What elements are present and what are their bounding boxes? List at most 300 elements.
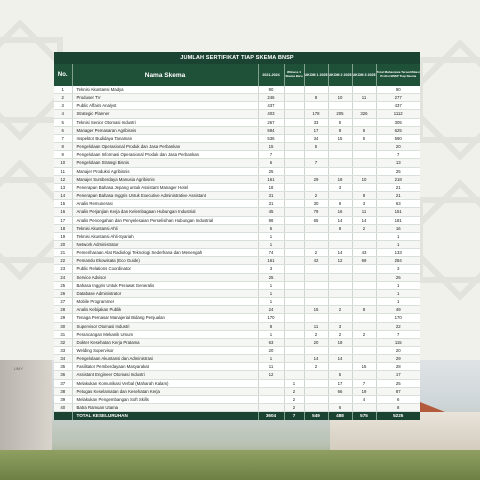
cell-2021-2024: 536 — [258, 134, 284, 142]
cell-ukom3 — [352, 322, 376, 330]
cell-witness — [284, 216, 304, 224]
cell-total: 590 — [376, 134, 420, 142]
totals-label: TOTAL KESELURUHAN — [72, 412, 258, 421]
cell-no: 20 — [54, 240, 72, 248]
table-row — [54, 86, 420, 94]
cell-ukom3 — [352, 143, 376, 151]
header-ukom3: UKOM 3 2025 — [352, 64, 376, 86]
cell-ukom3 — [352, 355, 376, 363]
table-row — [54, 167, 420, 175]
cell-witness — [284, 118, 304, 126]
totals-witness: 7 — [284, 412, 304, 421]
cell-ukom2: 5 — [328, 118, 352, 126]
cell-witness — [284, 281, 304, 289]
cell-ukom3: 15 — [352, 363, 376, 371]
cell-witness — [284, 265, 304, 273]
cell-ukom2 — [328, 347, 352, 355]
cell-ukom1: 178 — [304, 110, 328, 118]
cell-no: 27 — [54, 298, 72, 306]
certificate-table — [54, 64, 420, 420]
cell-ukom3 — [352, 338, 376, 346]
cell-ukom1: 29 — [304, 175, 328, 183]
cell-no: 2 — [54, 94, 72, 102]
cell-skema-name: Produser TV — [72, 94, 258, 102]
cell-ukom1 — [304, 183, 328, 191]
cell-2021-2024: 12 — [258, 371, 284, 379]
cell-total: 21 — [376, 183, 420, 191]
cell-ukom1 — [304, 347, 328, 355]
table-row — [54, 273, 420, 281]
cell-no: 24 — [54, 273, 72, 281]
cell-ukom2: 8 — [328, 126, 352, 134]
cell-total: 13 — [376, 159, 420, 167]
cell-no: 22 — [54, 257, 72, 265]
cell-ukom2 — [328, 395, 352, 403]
table-row — [54, 232, 420, 240]
cell-ukom3: 69 — [352, 257, 376, 265]
cell-no: 16 — [54, 208, 72, 216]
table-row — [54, 216, 420, 224]
cell-ukom3: 3 — [352, 200, 376, 208]
cell-total: 133 — [376, 249, 420, 257]
table-row — [54, 208, 420, 216]
cell-skema-name: Public Affairs Analyst — [72, 102, 258, 110]
cell-total: 25 — [376, 167, 420, 175]
cell-witness: 2 — [284, 404, 304, 412]
table-row — [54, 94, 420, 102]
cell-ukom1 — [304, 379, 328, 387]
cell-witness — [284, 126, 304, 134]
cell-witness — [284, 355, 304, 363]
table-row — [54, 151, 420, 159]
cell-no: 38 — [54, 387, 72, 395]
cell-skema-name: Strategic Planner — [72, 110, 258, 118]
cell-2021-2024: 88 — [258, 216, 284, 224]
cell-witness: 2 — [284, 395, 304, 403]
cell-skema-name: Analis Remunerasi — [72, 200, 258, 208]
cell-witness — [284, 200, 304, 208]
cell-skema-name: Pemandu Ekowisata (Eco Guide) — [72, 257, 258, 265]
cell-ukom3 — [352, 371, 376, 379]
cell-ukom2: 14 — [328, 355, 352, 363]
cell-ukom2 — [328, 314, 352, 322]
cell-witness — [284, 338, 304, 346]
cell-total: 1 — [376, 289, 420, 297]
cell-2021-2024: 45 — [258, 208, 284, 216]
cell-witness — [284, 167, 304, 175]
cell-witness: 1 — [284, 379, 304, 387]
cell-2021-2024: 594 — [258, 126, 284, 134]
cell-total: 25 — [376, 273, 420, 281]
cell-skema-name: Penerapan Bahasa Jepang untuk Assistant Manager Hotel — [72, 183, 258, 191]
cell-ukom1: 79 — [304, 208, 328, 216]
cell-skema-name: Melakukan Pengembangan Soft Skills — [72, 395, 258, 403]
grass-field — [0, 450, 480, 480]
table-title: JUMLAH SERTIFIKAT TIAP SKEMA BNSP — [54, 52, 420, 64]
cell-witness — [284, 159, 304, 167]
cell-2021-2024: 1 — [258, 281, 284, 289]
cell-ukom3: 2 — [352, 224, 376, 232]
cell-2021-2024: 63 — [258, 338, 284, 346]
cell-2021-2024 — [258, 379, 284, 387]
cell-skema-name: Pemeriharaan Alat Radiologi Teknologi Sederhana dan Menengah — [72, 249, 258, 257]
cell-skema-name: Perancangan Mekanik Umum — [72, 330, 258, 338]
cell-no: 5 — [54, 118, 72, 126]
cell-no: 21 — [54, 249, 72, 257]
cell-ukom1 — [304, 314, 328, 322]
cell-ukom3: 14 — [352, 216, 376, 224]
cell-no: 4 — [54, 110, 72, 118]
cell-skema-name: Pengelolaan Akuntansi dan Administrasi — [72, 355, 258, 363]
table-row — [54, 306, 420, 314]
cell-no: 15 — [54, 200, 72, 208]
cell-witness — [284, 94, 304, 102]
cell-no: 8 — [54, 143, 72, 151]
table-row — [54, 281, 420, 289]
cell-ukom3: 8 — [352, 192, 376, 200]
cell-ukom1: 2 — [304, 363, 328, 371]
header-witness: Witness 4 Skema Baru — [284, 64, 304, 86]
table-row — [54, 183, 420, 191]
cell-2021-2024: 90 — [258, 86, 284, 94]
table-row — [54, 265, 420, 273]
table-row — [54, 404, 420, 412]
cell-skema-name: Supervisor Otomasi Industri — [72, 322, 258, 330]
cell-skema-name: Welding Supervisor — [72, 347, 258, 355]
totals-total: 5225 — [376, 412, 420, 421]
cell-witness — [284, 289, 304, 297]
cell-skema-name: Assistant Engineer Otomasi Industri — [72, 371, 258, 379]
cell-2021-2024: 20 — [258, 347, 284, 355]
cell-ukom3: 10 — [352, 175, 376, 183]
cell-ukom2: 8 — [328, 224, 352, 232]
cell-ukom2: 205 — [328, 110, 352, 118]
cell-no: 37 — [54, 379, 72, 387]
cell-total: 625 — [376, 126, 420, 134]
table-row — [54, 257, 420, 265]
cell-ukom2 — [328, 240, 352, 248]
cell-no: 33 — [54, 347, 72, 355]
cell-witness — [284, 371, 304, 379]
cell-no: 28 — [54, 306, 72, 314]
cell-skema-name: Manajer Sumberdaya Manusia Agribisnis — [72, 175, 258, 183]
cell-skema-name: Mobile Programmer — [72, 298, 258, 306]
cell-ukom1: 11 — [304, 322, 328, 330]
cell-total: 29 — [376, 355, 420, 363]
cell-2021-2024: 1 — [258, 298, 284, 306]
cell-total: 6 — [376, 395, 420, 403]
cell-ukom2 — [328, 265, 352, 273]
table-row — [54, 143, 420, 151]
cell-ukom3 — [352, 298, 376, 306]
cell-ukom3 — [352, 240, 376, 248]
cell-witness — [284, 322, 304, 330]
cell-ukom3 — [352, 347, 376, 355]
cell-ukom1 — [304, 224, 328, 232]
cell-total: 49 — [376, 306, 420, 314]
cell-ukom3 — [352, 404, 376, 412]
cell-2021-2024: 3 — [258, 265, 284, 273]
cell-witness — [284, 240, 304, 248]
cell-total: 90 — [376, 86, 420, 94]
cell-ukom1 — [304, 86, 328, 94]
table-row — [54, 330, 420, 338]
table-row — [54, 387, 420, 395]
cell-witness — [284, 257, 304, 265]
cell-ukom1: 20 — [304, 338, 328, 346]
cell-ukom2: 16 — [328, 208, 352, 216]
totals-no — [54, 412, 72, 421]
table-row — [54, 322, 420, 330]
cell-skema-name: Inspektor Budidaya Tanaman — [72, 134, 258, 142]
cell-witness: 2 — [284, 387, 304, 395]
table-row — [54, 338, 420, 346]
cell-ukom3 — [352, 289, 376, 297]
cell-ukom3: 11 — [352, 94, 376, 102]
totals-ukom2: 488 — [328, 412, 352, 421]
cell-skema-name: Pengelolaan Strategi Bisnis — [72, 159, 258, 167]
cell-ukom2: 17 — [328, 379, 352, 387]
cell-witness — [284, 143, 304, 151]
cell-ukom3 — [352, 102, 376, 110]
cell-ukom2: 9 — [328, 200, 352, 208]
cell-total: 22 — [376, 322, 420, 330]
cell-ukom1 — [304, 232, 328, 240]
cell-skema-name: Analis Pencegahan dan Penyelesaian Perselisihan Hubungan Industrial — [72, 216, 258, 224]
cell-2021-2024: 18 — [258, 183, 284, 191]
cell-witness — [284, 192, 304, 200]
cell-total: 170 — [376, 314, 420, 322]
cell-ukom2 — [328, 86, 352, 94]
cell-skema-name: Pengelolaan Operasional Produk dan Jasa Perbankan — [72, 143, 258, 151]
cell-skema-name: Bahasa Inggris Untuk Perawat Generalis — [72, 281, 258, 289]
cell-total: 115 — [376, 338, 420, 346]
header-total: Total Mahasiswa Tersertifikasi Profisi BNSP Tiap Skema — [376, 64, 420, 86]
cell-witness — [284, 314, 304, 322]
cell-total: 25 — [376, 379, 420, 387]
cell-ukom2: 14 — [328, 216, 352, 224]
cell-ukom3 — [352, 314, 376, 322]
cell-ukom2 — [328, 192, 352, 200]
cell-ukom2: 18 — [328, 338, 352, 346]
building-sign: UMY — [14, 366, 23, 371]
cell-skema-name: Service Advisor — [72, 273, 258, 281]
cell-ukom3: 43 — [352, 249, 376, 257]
campus-building-left — [0, 360, 52, 452]
cell-skema-name: Analis Kebijakan Publik — [72, 306, 258, 314]
header-no: No. — [54, 64, 72, 86]
cell-2021-2024: 1 — [258, 240, 284, 248]
cell-ukom2: 15 — [328, 134, 352, 142]
cell-ukom1 — [304, 387, 328, 395]
cell-witness — [284, 249, 304, 257]
cell-no: 7 — [54, 134, 72, 142]
cell-ukom1 — [304, 395, 328, 403]
table-row — [54, 289, 420, 297]
table-row — [54, 395, 420, 403]
table-row — [54, 371, 420, 379]
cell-no: 39 — [54, 395, 72, 403]
cell-skema-name: Teknisi Akuntansi Ahli-Syariah — [72, 232, 258, 240]
cell-ukom1 — [304, 281, 328, 289]
totals-2021-2024: 3604 — [258, 412, 284, 421]
cell-no: 10 — [54, 159, 72, 167]
cell-ukom3 — [352, 151, 376, 159]
cell-total: 8 — [376, 404, 420, 412]
cell-no: 23 — [54, 265, 72, 273]
cell-ukom1 — [304, 240, 328, 248]
cell-ukom2: 6 — [328, 404, 352, 412]
cell-witness — [284, 208, 304, 216]
table-row — [54, 347, 420, 355]
cell-skema-name: Manager Pemasaran Agribisnis — [72, 126, 258, 134]
cell-witness — [284, 330, 304, 338]
cell-ukom2 — [328, 289, 352, 297]
cell-total: 63 — [376, 200, 420, 208]
cell-no: 17 — [54, 216, 72, 224]
cell-ukom1: 30 — [304, 200, 328, 208]
cell-2021-2024: 267 — [258, 118, 284, 126]
cell-ukom1: 33 — [304, 118, 328, 126]
cell-2021-2024: 6 — [258, 159, 284, 167]
table-row — [54, 363, 420, 371]
cell-2021-2024: 6 — [258, 224, 284, 232]
cell-2021-2024: 161 — [258, 175, 284, 183]
cell-total: 305 — [376, 118, 420, 126]
cell-total: 1112 — [376, 110, 420, 118]
cell-no: 35 — [54, 363, 72, 371]
table-body — [54, 86, 420, 412]
cell-skema-name: Penerapan Bahasa Inggris Untuk Executive Administrative Assistant — [72, 192, 258, 200]
cell-ukom2: 18 — [328, 175, 352, 183]
cell-2021-2024: 437 — [258, 102, 284, 110]
cell-skema-name: Teknisi Senior Otomasi Industri — [72, 118, 258, 126]
cell-total: 17 — [376, 371, 420, 379]
cell-total: 218 — [376, 175, 420, 183]
cell-no: 40 — [54, 404, 72, 412]
cell-2021-2024 — [258, 387, 284, 395]
cell-ukom3 — [352, 281, 376, 289]
cell-ukom2: 66 — [328, 387, 352, 395]
cell-ukom1: 2 — [304, 330, 328, 338]
cell-skema-name: Teknisi Akuntansi Madya — [72, 86, 258, 94]
cell-ukom2: 2 — [328, 306, 352, 314]
cell-skema-name: Petugas Keselamatan dan Kesehatan Kerja — [72, 387, 258, 395]
cell-ukom3: 4 — [352, 395, 376, 403]
cell-ukom1: 14 — [304, 355, 328, 363]
cell-ukom2 — [328, 102, 352, 110]
cell-skema-name: Pengelolaan Informasi Operasional Produk dan Jasa Perbankan — [72, 151, 258, 159]
cell-skema-name: Melakukan Komunikasi Verbal (Maharah Kalam) — [72, 379, 258, 387]
cell-ukom3 — [352, 232, 376, 240]
cell-ukom1 — [304, 289, 328, 297]
cell-ukom2: 14 — [328, 249, 352, 257]
cell-witness — [284, 110, 304, 118]
cell-2021-2024: 1 — [258, 289, 284, 297]
cell-no: 32 — [54, 338, 72, 346]
cell-no: 9 — [54, 151, 72, 159]
table-row — [54, 118, 420, 126]
cell-2021-2024: 8 — [258, 322, 284, 330]
cell-ukom3: 19 — [352, 387, 376, 395]
table-row — [54, 249, 420, 257]
cell-no: 29 — [54, 314, 72, 322]
cell-witness — [284, 363, 304, 371]
cell-2021-2024: 11 — [258, 363, 284, 371]
cell-total: 1 — [376, 281, 420, 289]
cell-2021-2024: 15 — [258, 143, 284, 151]
cell-2021-2024 — [258, 395, 284, 403]
cell-ukom1 — [304, 167, 328, 175]
cell-ukom2 — [328, 232, 352, 240]
cell-skema-name: Teknisi Akuntansi Ahli — [72, 224, 258, 232]
cell-ukom2: 12 — [328, 257, 352, 265]
cell-total: 7 — [376, 330, 420, 338]
cell-witness — [284, 298, 304, 306]
cell-ukom1: 8 — [304, 94, 328, 102]
header-2021-2024: 2021-2024 — [258, 64, 284, 86]
cell-total: 28 — [376, 363, 420, 371]
cell-ukom3: 7 — [352, 379, 376, 387]
cell-2021-2024: 31 — [258, 200, 284, 208]
cell-no: 13 — [54, 183, 72, 191]
table-row — [54, 298, 420, 306]
table-row — [54, 379, 420, 387]
cell-ukom2 — [328, 281, 352, 289]
cell-ukom1: 34 — [304, 134, 328, 142]
cell-skema-name: Network Administrator — [72, 240, 258, 248]
cell-ukom2: 2 — [328, 330, 352, 338]
cell-ukom1: 65 — [304, 216, 328, 224]
cell-2021-2024: 161 — [258, 257, 284, 265]
cell-2021-2024: 403 — [258, 110, 284, 118]
cell-ukom3 — [352, 118, 376, 126]
cell-total: 181 — [376, 216, 420, 224]
cell-ukom1 — [304, 265, 328, 273]
cell-ukom1: 2 — [304, 249, 328, 257]
cell-no: 3 — [54, 102, 72, 110]
cell-total: 3 — [376, 265, 420, 273]
cell-2021-2024: 246 — [258, 94, 284, 102]
cell-skema-name: Tenaga Pemasar Manajerial Bidang Penjualan — [72, 314, 258, 322]
cell-ukom3 — [352, 167, 376, 175]
cell-ukom3: 8 — [352, 306, 376, 314]
cell-total: 21 — [376, 192, 420, 200]
totals-row — [54, 412, 420, 421]
cell-total: 20 — [376, 143, 420, 151]
table-row — [54, 102, 420, 110]
cell-skema-name: Fasilitator Pemberdayaan Masyarakat — [72, 363, 258, 371]
cell-ukom1: 5 — [304, 143, 328, 151]
cell-no: 31 — [54, 330, 72, 338]
cell-witness — [284, 273, 304, 281]
cell-witness — [284, 175, 304, 183]
cell-2021-2024: 74 — [258, 249, 284, 257]
cell-witness — [284, 183, 304, 191]
cell-total: 16 — [376, 224, 420, 232]
cell-ukom1: 42 — [304, 257, 328, 265]
cell-ukom2 — [328, 298, 352, 306]
cell-2021-2024: 31 — [258, 192, 284, 200]
cell-ukom1 — [304, 102, 328, 110]
cell-2021-2024: 7 — [258, 151, 284, 159]
table-row — [54, 224, 420, 232]
cell-no: 26 — [54, 289, 72, 297]
cell-skema-name: Manajer Produksi Agribisnis — [72, 167, 258, 175]
cell-ukom2 — [328, 143, 352, 151]
table-row — [54, 355, 420, 363]
cell-no: 11 — [54, 167, 72, 175]
